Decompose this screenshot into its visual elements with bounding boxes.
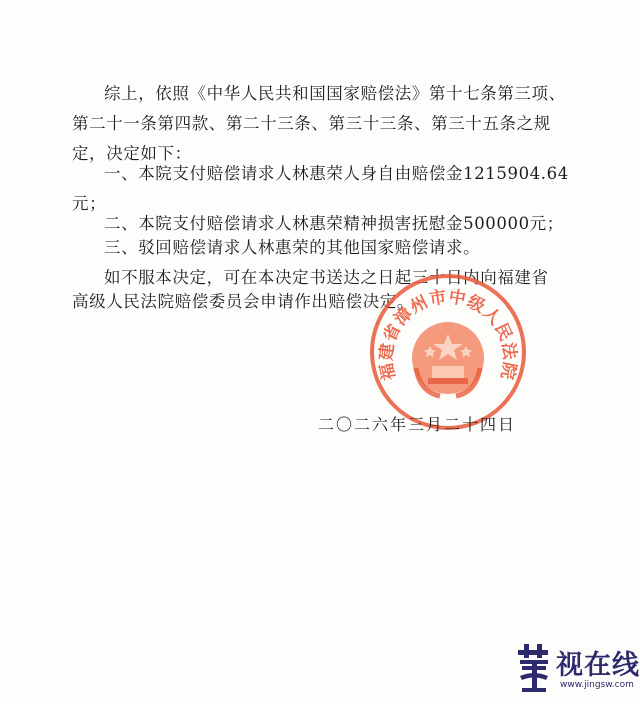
court-seal (368, 272, 528, 432)
paragraph-intro-line-3: 定，决定如下： (72, 144, 192, 163)
decision-item-2: 二、本院支付赔偿请求人林惠荣精神损害抚慰金500000元； (104, 214, 564, 233)
decision-item-1-line-1: 一、本院支付赔偿请求人林惠荣人身自由赔偿金1215904.64 (104, 164, 569, 183)
appeal-notice-line-2: 高级人民法院赔偿委员会申请作出赔偿决定。 (72, 292, 414, 311)
document-date: 二〇二六年三月二十四日 (318, 415, 517, 434)
appeal-notice-line-1: 如不服本决定，可在本决定书送达之日起三十日内向福建省 (104, 268, 549, 287)
paragraph-intro-line-2: 第二十一条第四款、第二十三条、第三十三条、第三十五条之规 (72, 114, 551, 133)
seal-text: 福建省漳州市中级人民法院 (376, 287, 520, 382)
decision-item-1-line-2: 元； (72, 194, 107, 213)
watermark-name: 视在线 (556, 650, 640, 681)
watermark-url: www.jingsw.com (560, 680, 634, 690)
paragraph-intro-line-1: 综上，依照《中华人民共和国国家赔偿法》第十七条第三项、 (104, 84, 566, 103)
decision-item-3: 三、驳回赔偿请求人林惠荣的其他国家赔偿请求。 (104, 238, 481, 257)
